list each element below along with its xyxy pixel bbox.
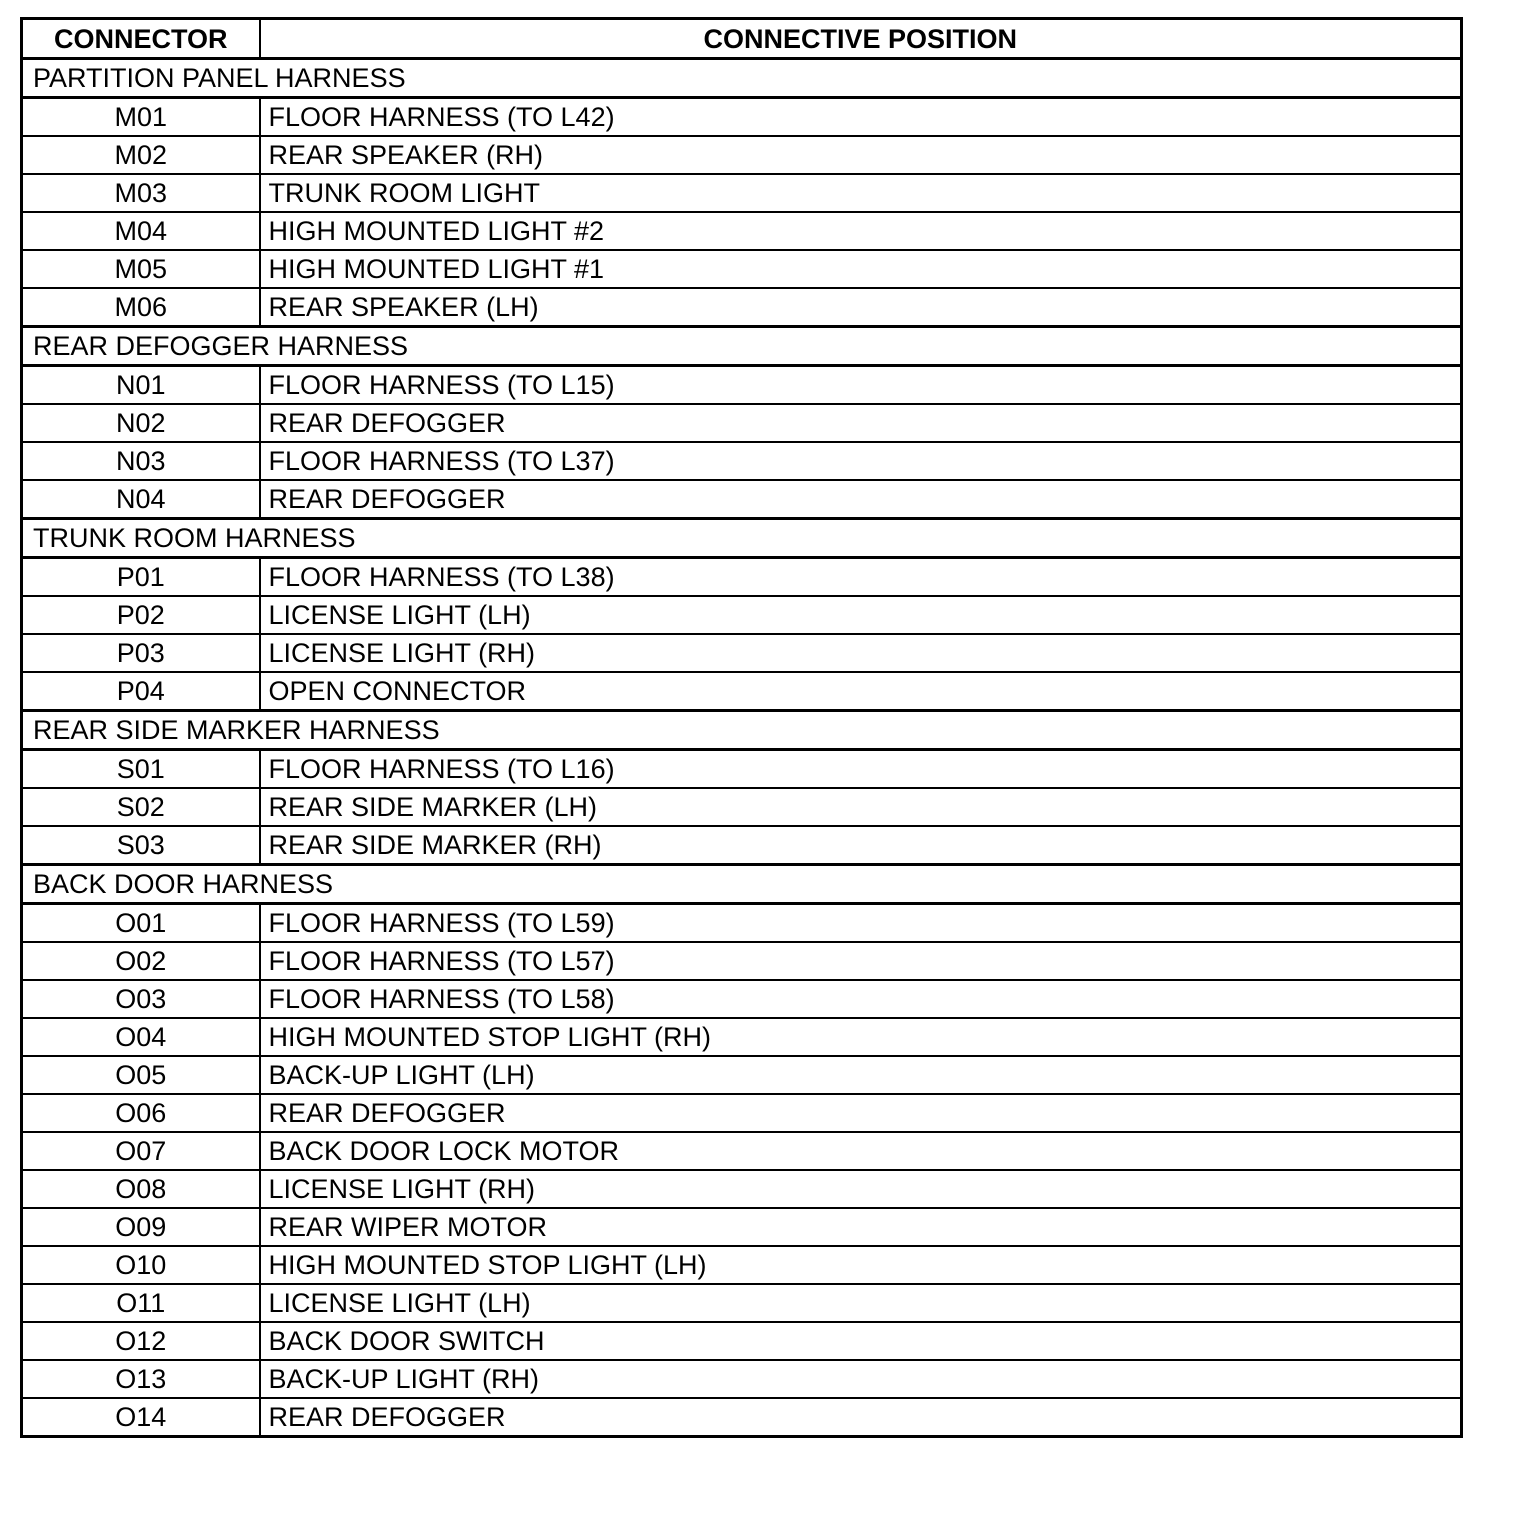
table-row [22,672,1462,711]
connector-code: O12 [22,1322,260,1360]
connective-position: HIGH MOUNTED STOP LIGHT (LH) [260,1246,1462,1284]
section-title: BACK DOOR HARNESS [22,865,1462,904]
connective-position: LICENSE LIGHT (LH) [260,596,1462,634]
table-row [22,826,1462,865]
connector-code: O02 [22,942,260,980]
connector-code: P01 [22,558,260,597]
header-row [22,19,1462,59]
table-row [22,1208,1462,1246]
section-row [22,711,1462,750]
connective-position: LICENSE LIGHT (RH) [260,634,1462,672]
table-row [22,366,1462,405]
connective-position: REAR SPEAKER (RH) [260,136,1462,174]
connector-code: N03 [22,442,260,480]
connective-position: BACK DOOR LOCK MOTOR [260,1132,1462,1170]
connective-position: FLOOR HARNESS (TO L57) [260,942,1462,980]
section-row [22,519,1462,558]
connective-position: REAR DEFOGGER [260,480,1462,519]
connector-code: O14 [22,1398,260,1437]
connective-position: BACK-UP LIGHT (LH) [260,1056,1462,1094]
connector-code: O10 [22,1246,260,1284]
table-row [22,1284,1462,1322]
section-row [22,327,1462,366]
section-title: REAR DEFOGGER HARNESS [22,327,1462,366]
table-row [22,788,1462,826]
section-title: TRUNK ROOM HARNESS [22,519,1462,558]
connector-code: O08 [22,1170,260,1208]
connector-code: O13 [22,1360,260,1398]
connector-code: O03 [22,980,260,1018]
connector-code: M03 [22,174,260,212]
table-row [22,404,1462,442]
connective-position: TRUNK ROOM LIGHT [260,174,1462,212]
connector-code: M05 [22,250,260,288]
connector-code: O01 [22,904,260,943]
table-body [22,59,1462,1437]
table-row [22,212,1462,250]
table-row [22,442,1462,480]
connector-code: M04 [22,212,260,250]
connector-code: M02 [22,136,260,174]
connective-position: HIGH MOUNTED LIGHT #1 [260,250,1462,288]
connector-code: P02 [22,596,260,634]
connective-position: REAR SPEAKER (LH) [260,288,1462,327]
connective-position: BACK DOOR SWITCH [260,1322,1462,1360]
table-row [22,1018,1462,1056]
table-row [22,136,1462,174]
connective-position: HIGH MOUNTED STOP LIGHT (RH) [260,1018,1462,1056]
connector-code: M06 [22,288,260,327]
table-row [22,596,1462,634]
connective-position: REAR DEFOGGER [260,404,1462,442]
connective-position: FLOOR HARNESS (TO L38) [260,558,1462,597]
connector-code: S01 [22,750,260,789]
section-row [22,865,1462,904]
connective-position: REAR SIDE MARKER (RH) [260,826,1462,865]
table-row [22,174,1462,212]
connector-code: O06 [22,1094,260,1132]
table-row [22,288,1462,327]
connector-code: O05 [22,1056,260,1094]
connector-code: P04 [22,672,260,711]
connective-position: LICENSE LIGHT (LH) [260,1284,1462,1322]
table-row [22,942,1462,980]
connector-code: O11 [22,1284,260,1322]
table-row [22,98,1462,137]
table-row [22,980,1462,1018]
connector-code: N01 [22,366,260,405]
section-row [22,59,1462,98]
connective-position: FLOOR HARNESS (TO L37) [260,442,1462,480]
connector-code: S03 [22,826,260,865]
table-row [22,1170,1462,1208]
connector-code: O04 [22,1018,260,1056]
section-title: REAR SIDE MARKER HARNESS [22,711,1462,750]
header-connective-position: CONNECTIVE POSITION [260,19,1462,59]
table-row [22,1132,1462,1170]
connective-position: FLOOR HARNESS (TO L59) [260,904,1462,943]
table-row [22,558,1462,597]
connector-table [20,17,1463,1438]
connector-code: M01 [22,98,260,137]
connector-code: O09 [22,1208,260,1246]
table-row [22,250,1462,288]
connector-code: O07 [22,1132,260,1170]
connective-position: REAR WIPER MOTOR [260,1208,1462,1246]
connector-code: S02 [22,788,260,826]
connector-code: P03 [22,634,260,672]
table-row [22,750,1462,789]
table-row [22,1360,1462,1398]
table-row [22,1246,1462,1284]
connective-position: FLOOR HARNESS (TO L58) [260,980,1462,1018]
connector-code: N02 [22,404,260,442]
table-row [22,904,1462,943]
table-row [22,1398,1462,1437]
table-row [22,634,1462,672]
connective-position: OPEN CONNECTOR [260,672,1462,711]
table-row [22,1056,1462,1094]
connector-code: N04 [22,480,260,519]
connective-position: FLOOR HARNESS (TO L42) [260,98,1462,137]
table-row [22,480,1462,519]
connective-position: FLOOR HARNESS (TO L15) [260,366,1462,405]
connective-position: LICENSE LIGHT (RH) [260,1170,1462,1208]
table-row [22,1322,1462,1360]
connective-position: REAR DEFOGGER [260,1094,1462,1132]
section-title: PARTITION PANEL HARNESS [22,59,1462,98]
connective-position: FLOOR HARNESS (TO L16) [260,750,1462,789]
connective-position: REAR SIDE MARKER (LH) [260,788,1462,826]
header-connector: CONNECTOR [22,19,260,59]
connective-position: BACK-UP LIGHT (RH) [260,1360,1462,1398]
connective-position: HIGH MOUNTED LIGHT #2 [260,212,1462,250]
table-row [22,1094,1462,1132]
connective-position: REAR DEFOGGER [260,1398,1462,1437]
